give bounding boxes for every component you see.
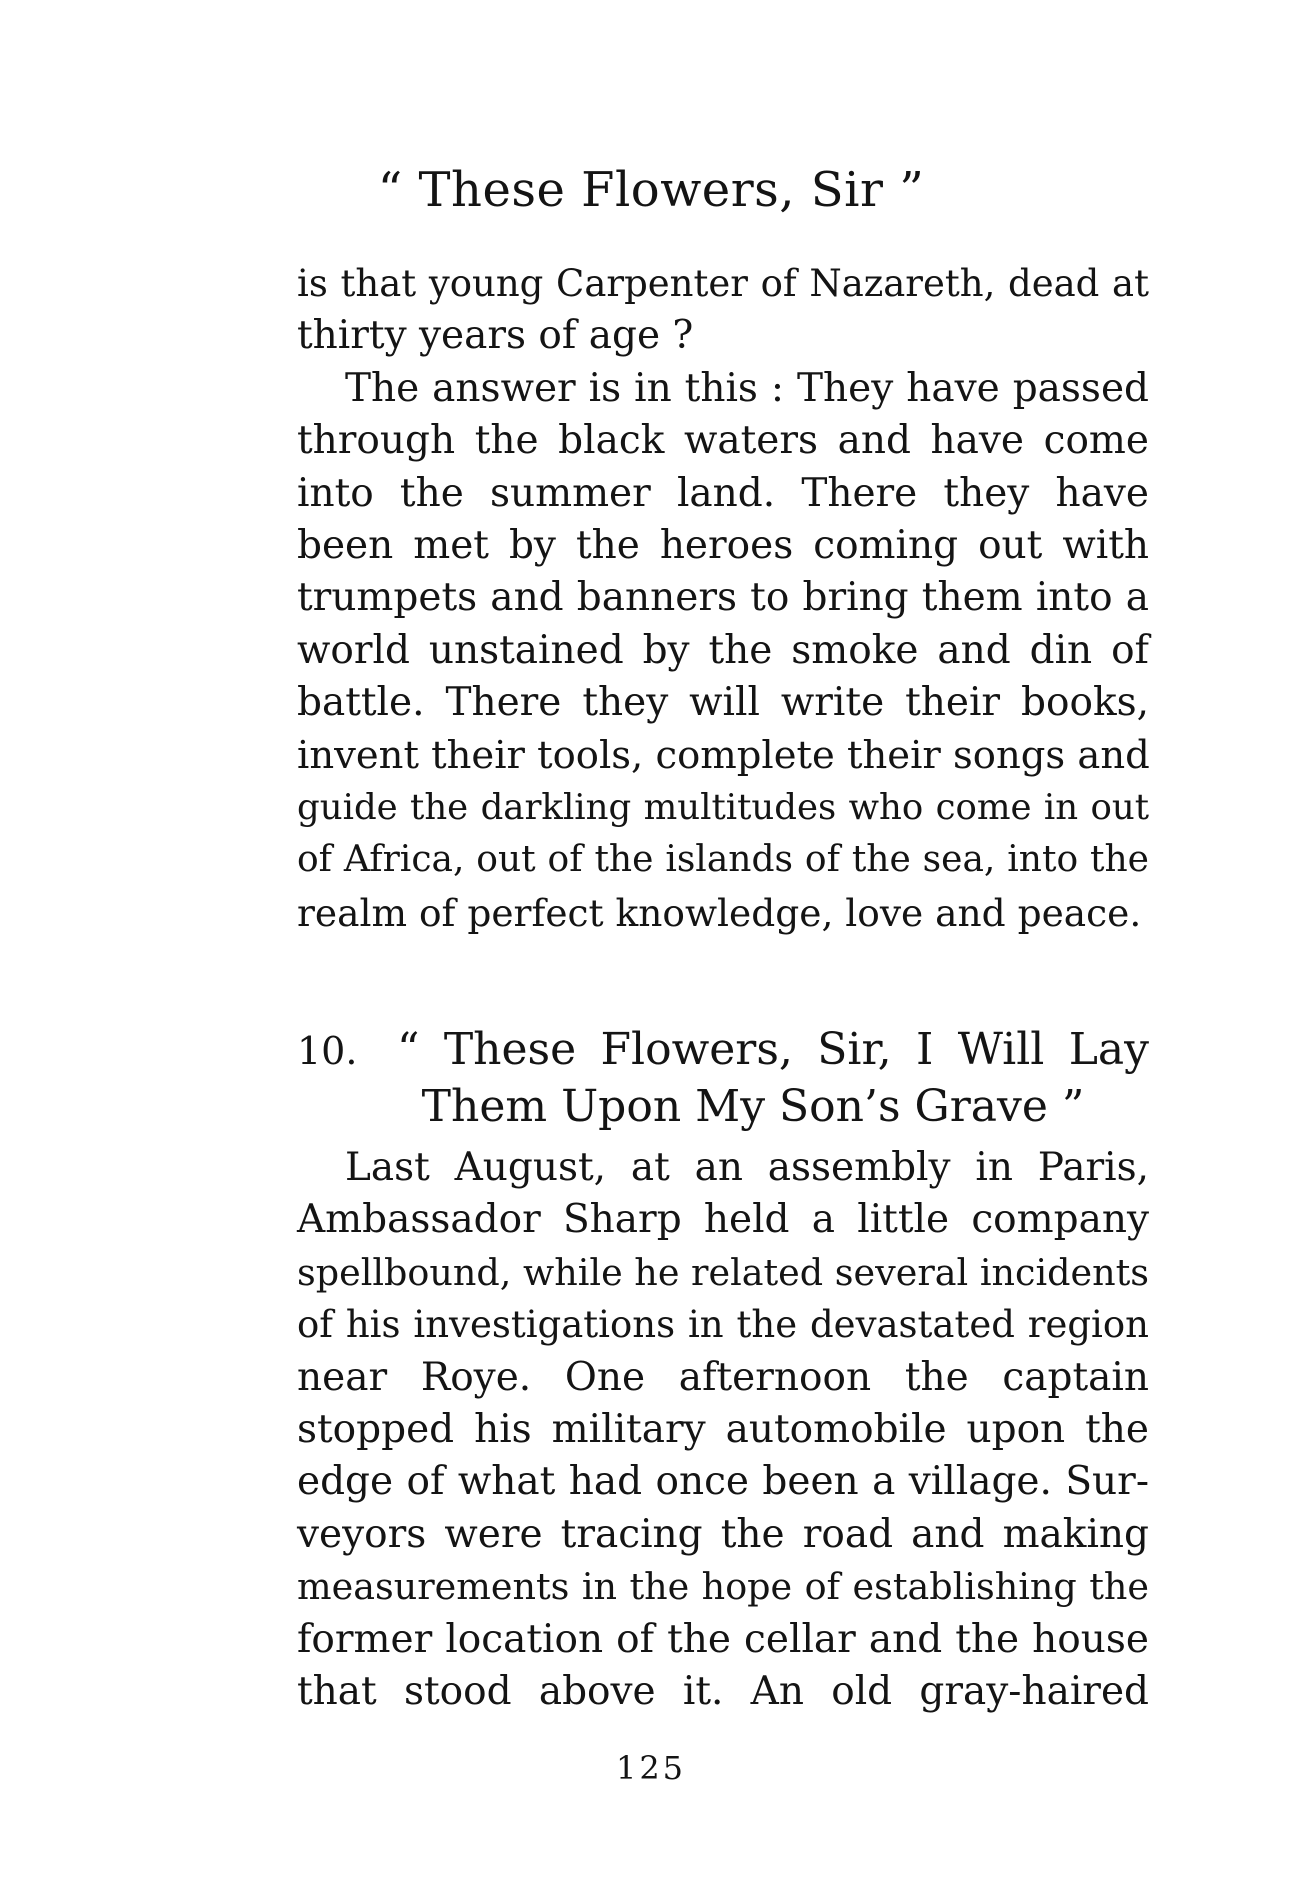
text-line: guide the darkling multitudes who come in out	[297, 786, 1149, 828]
text-line: measurements in the hope of establishing the	[297, 1565, 1149, 1609]
text-line: into the summer land. There they have	[297, 470, 1149, 516]
text-line: stopped his military automobile upon the	[297, 1406, 1149, 1452]
text-line: edge of what had once been a village. Sur-	[297, 1459, 1149, 1505]
text-line: Ambassador Sharp held a little company	[297, 1197, 1149, 1243]
text-line: thirty years of age ?	[297, 313, 694, 359]
page-number: 125	[615, 1749, 687, 1787]
text-line: world unstained by the smoke and din of	[297, 627, 1149, 673]
body-text-top	[297, 258, 1149, 939]
text-line: been met by the heroes coming out with	[297, 522, 1149, 568]
text-line: spellbound, while he related several incidents	[297, 1250, 1149, 1294]
section-title-line-1: “ These Flowers, Sir, I Will Lay	[397, 1024, 1149, 1075]
text-line: The answer is in this : They have passed	[345, 365, 1149, 411]
text-line: trumpets and banners to bring them into a	[297, 575, 1149, 621]
section-title-line-2: Them Upon My Son’s Grave ”	[421, 1081, 1085, 1132]
paragraph-continuation	[297, 258, 1149, 363]
paragraph-answer	[297, 363, 1149, 939]
text-line: that stood above it. An old gray-haired	[297, 1668, 1149, 1714]
text-line: former location of the cellar and the house	[297, 1616, 1149, 1662]
text-line: veyors were tracing the road and making	[297, 1511, 1149, 1557]
text-line: of Africa, out of the islands of the sea, into the	[297, 839, 1149, 881]
text-line: battle. There they will write their books,	[297, 680, 1149, 726]
text-line: Last August, at an assembly in Paris,	[345, 1145, 1149, 1190]
running-head: “ These Flowers, Sir ”	[377, 162, 925, 218]
text-line: is that young Carpenter of Nazareth, dead at	[297, 262, 1149, 305]
text-line: near Roye. One afternoon the captain	[297, 1354, 1149, 1400]
text-line: invent their tools, complete their songs and	[297, 732, 1150, 778]
text-line: through the black waters and have come	[297, 418, 1149, 464]
body-text-bottom	[297, 1142, 1149, 1718]
text-line: realm of perfect knowledge, love and peace.	[297, 890, 1142, 935]
paragraph-story	[297, 1142, 1149, 1718]
text-line: of his investigations in the devastated region	[297, 1303, 1149, 1347]
section-number: 10.	[297, 1029, 358, 1073]
section-heading	[297, 1022, 1149, 1135]
